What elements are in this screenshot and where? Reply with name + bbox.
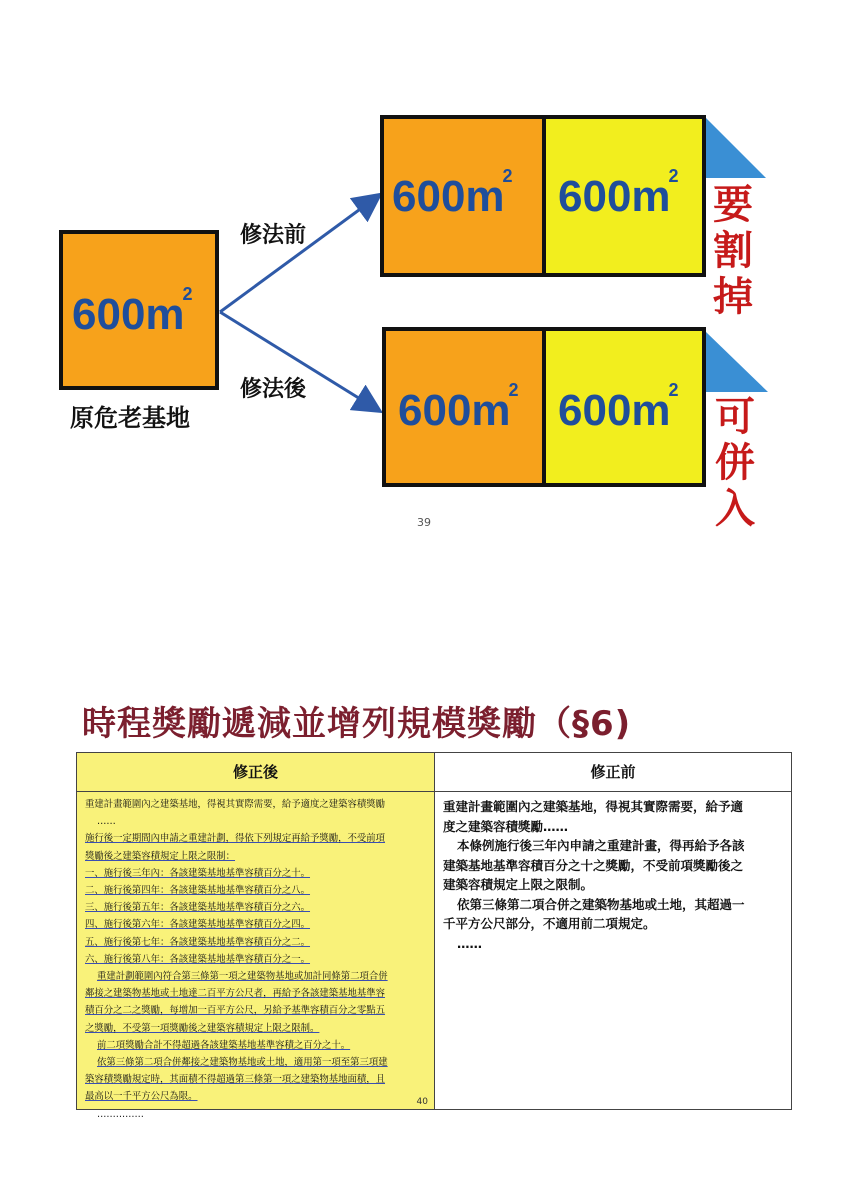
- amended-line: ……: [97, 816, 116, 828]
- amended-line: 最高以一千平方公尺為限。: [85, 1091, 198, 1103]
- before-area-right: 600m 2: [558, 166, 679, 221]
- after-label: 修法後: [240, 377, 307, 402]
- amended-text: [77, 792, 434, 1127]
- amended-line: 六、施行後第八年：各該建築基地基準容積百分之一。: [85, 953, 311, 965]
- amended-line: 獎勵後之建築容積規定上限之限制：: [85, 850, 236, 862]
- amended-line: 重建計劃範圍內符合第三條第一項之建築物基地或加計同條第二項合併: [97, 971, 388, 983]
- amended-line: 築容積獎勵規定時，其面積不得超過第三條第一項之建築物基地面積，且: [85, 1074, 386, 1086]
- page-number-39: 39: [417, 516, 431, 529]
- original-line: ……: [457, 935, 482, 951]
- original-label: 原危老基地: [70, 404, 190, 432]
- amended-line: 三、施行後第五年：各該建築基地基準容積百分之六。: [85, 902, 311, 914]
- amended-line: 依第三條第二項合併鄰接之建築物基地或土地，適用第一項至第三項建: [97, 1057, 388, 1069]
- original-line: 重建計畫範圍內之建築基地，得視其實際需要，給予適: [443, 799, 744, 814]
- amended-line: 施行後一定期間內申請之重建計劃，得依下列規定再給予獎勵，不受前項: [85, 833, 386, 845]
- amended-line: 積百分之二之獎勵，每增加一百平方公尺，另給予基準容積百分之零點五: [85, 1005, 386, 1017]
- amended-line: 重建計畫範圍內之建築基地，得視其實際需要，給予適度之建築容積獎勵: [85, 799, 386, 810]
- amended-line: 四、施行後第六年：各該建築基地基準容積百分之四。: [85, 919, 311, 931]
- original-area: 600m 2: [72, 284, 193, 339]
- amended-line: 二、施行後第四年：各該建築基地基準容積百分之八。: [85, 885, 311, 897]
- amended-line: ……………: [97, 1108, 144, 1120]
- original-line: 度之建築容積獎勵……: [443, 818, 569, 834]
- amended-line: 鄰接之建築物基地或土地達二百平方公尺者，再給予各該建築基地基準容: [85, 988, 386, 1000]
- triangle-bottom: [706, 332, 768, 392]
- after-area-right: 600m 2: [558, 380, 679, 435]
- arrow-before: [220, 196, 378, 312]
- amended-line: 之獎勵，不受第一項獎勵後之建築容積規定上限之限制。: [85, 1022, 320, 1034]
- original-line: 建築基地基準容積百分之十之獎勵，不受前項獎勵後之: [443, 857, 744, 873]
- header-original: 修正前: [435, 753, 791, 792]
- column-amended: [77, 753, 435, 1120]
- triangle-top: [706, 118, 766, 178]
- amended-line: 一、施行後三年內：各該建築基地基準容積百分之十。: [85, 867, 311, 879]
- before-result-text: 要 割 掉: [713, 182, 753, 320]
- original-text: [435, 792, 791, 958]
- original-line: 依第三條第二項合併之建築物基地或土地，其超過一: [457, 896, 745, 912]
- page-number-40: 40: [416, 1097, 428, 1107]
- slide-title: 時程獎勵遞減並增列規模獎勵（§6): [82, 704, 632, 744]
- header-amended: 修正後: [77, 753, 434, 792]
- column-original: [435, 753, 791, 1109]
- before-label: 修法前: [240, 223, 307, 248]
- amended-line: 前二項獎勵合計不得超過各該建築基地基準容積之百分之十。: [97, 1039, 351, 1051]
- amended-line: 五、施行後第七年：各該建築基地基準容積百分之二。: [85, 936, 311, 948]
- original-line: 本條例施行後三年內申請之重建計畫，得再給予各該: [457, 838, 745, 853]
- before-area-left: 600m 2: [392, 166, 513, 221]
- original-line: 建築容積規定上限之限制。: [443, 877, 594, 892]
- comparison-table: [76, 752, 792, 1120]
- after-area-left: 600m 2: [398, 380, 519, 435]
- after-result-text: 可 併 入: [715, 394, 755, 532]
- original-line: 千平方公尺部分，不適用前二項規定。: [443, 916, 656, 931]
